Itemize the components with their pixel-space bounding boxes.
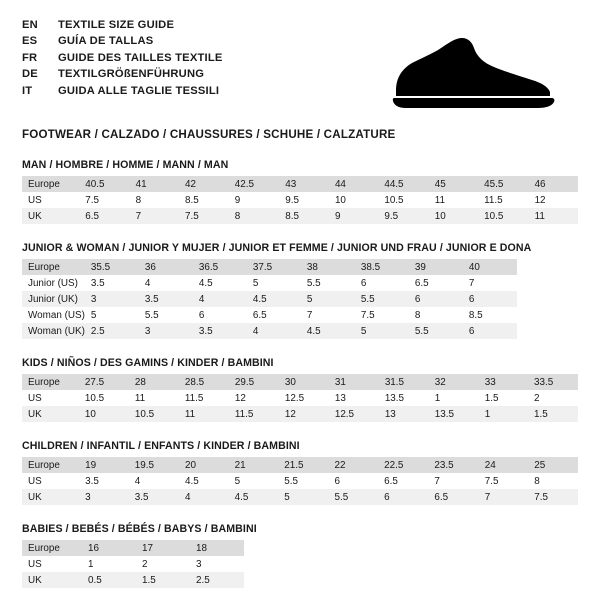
size-cell: 6.5	[378, 473, 428, 489]
size-cell: 5.5	[409, 323, 463, 339]
size-cell: 5	[301, 291, 355, 307]
row-label: Europe	[22, 176, 79, 192]
size-cell: 5.5	[329, 489, 379, 505]
size-cell: 12	[229, 390, 279, 406]
row-label: Junior (US)	[22, 275, 85, 291]
language-code: FR	[22, 51, 38, 64]
size-cell: 6	[463, 323, 517, 339]
size-cell: 46	[529, 176, 578, 192]
size-cell: 13	[379, 406, 429, 422]
size-tables-container	[22, 159, 578, 588]
size-cell: 40	[463, 259, 517, 275]
size-table	[22, 374, 578, 422]
language-row	[22, 67, 223, 82]
size-cell: 13	[329, 390, 379, 406]
table-row	[22, 473, 578, 489]
size-cell: 7.5	[355, 307, 409, 323]
language-title: TEXTILE SIZE GUIDE	[58, 19, 175, 31]
size-cell: 8	[229, 208, 279, 224]
size-cell: 6	[355, 275, 409, 291]
size-cell: 6.5	[428, 489, 478, 505]
size-cell: 6.5	[247, 307, 301, 323]
size-cell: 4.5	[301, 323, 355, 339]
size-cell: 28	[129, 374, 179, 390]
size-cell: 4.5	[193, 275, 247, 291]
size-cell: 1	[429, 390, 479, 406]
size-cell: 35.5	[85, 259, 139, 275]
size-cell: 7	[428, 473, 478, 489]
size-cell: 23.5	[428, 457, 478, 473]
size-cell: 8.5	[279, 208, 329, 224]
size-cell: 4.5	[179, 473, 229, 489]
size-cell: 5.5	[355, 291, 409, 307]
table-row	[22, 572, 244, 588]
table-row	[22, 540, 244, 556]
size-cell: 5.5	[278, 473, 328, 489]
language-title-list	[22, 16, 223, 99]
size-cell: 16	[82, 540, 136, 556]
size-cell: 3.5	[79, 473, 129, 489]
size-table	[22, 540, 244, 588]
size-cell: 31	[329, 374, 379, 390]
table-row	[22, 259, 517, 275]
size-cell: 38.5	[355, 259, 409, 275]
row-label: US	[22, 556, 82, 572]
size-cell: 3.5	[193, 323, 247, 339]
row-label: Woman (US)	[22, 307, 85, 323]
size-cell: 6.5	[79, 208, 129, 224]
language-title: GUIDA ALLE TAGLIE TESSILI	[58, 84, 220, 97]
size-cell: 5	[355, 323, 409, 339]
size-cell: 1.5	[136, 572, 190, 588]
size-cell: 5	[278, 489, 328, 505]
size-cell: 1.5	[479, 390, 528, 406]
size-cell: 4	[193, 291, 247, 307]
section-title: KIDS / NIÑOS / DES GAMINS / KINDER / BAMBINI	[22, 357, 274, 369]
size-cell: 11.5	[478, 192, 528, 208]
size-cell: 10.5	[129, 406, 179, 422]
language-code: DE	[22, 68, 38, 81]
size-section	[22, 523, 578, 588]
size-cell: 28.5	[179, 374, 229, 390]
size-cell: 6	[193, 307, 247, 323]
size-cell: 13.5	[429, 406, 479, 422]
size-cell: 1	[479, 406, 528, 422]
size-section	[22, 159, 578, 224]
size-cell: 9	[229, 192, 279, 208]
size-cell: 10	[79, 406, 129, 422]
size-cell: 8	[409, 307, 463, 323]
size-cell: 0.5	[82, 572, 136, 588]
size-cell: 12	[279, 406, 329, 422]
language-row	[22, 51, 223, 66]
size-cell: 9.5	[279, 192, 329, 208]
size-cell: 27.5	[79, 374, 129, 390]
table-row	[22, 374, 578, 390]
size-cell: 11.5	[179, 390, 229, 406]
size-cell: 44.5	[378, 176, 428, 192]
size-cell: 40.5	[79, 176, 129, 192]
size-cell: 5	[229, 473, 279, 489]
size-cell: 4.5	[247, 291, 301, 307]
size-cell: 8	[528, 473, 578, 489]
size-cell: 38	[301, 259, 355, 275]
size-cell: 45	[429, 176, 478, 192]
size-cell: 2.5	[85, 323, 139, 339]
size-cell: 2	[136, 556, 190, 572]
table-row	[22, 489, 578, 505]
table-row	[22, 406, 578, 422]
row-label: UK	[22, 489, 79, 505]
language-title: TEXTILGRÖßENFÜHRUNG	[58, 68, 205, 81]
size-cell: 41	[130, 176, 179, 192]
size-cell: 7.5	[79, 192, 129, 208]
size-cell: 10	[329, 192, 378, 208]
table-row	[22, 556, 244, 572]
row-label: Europe	[22, 457, 79, 473]
size-cell: 33	[479, 374, 528, 390]
size-cell: 1.5	[528, 406, 578, 422]
language-title: GUIDE DES TAILLES TEXTILE	[58, 51, 223, 64]
size-cell: 20	[179, 457, 229, 473]
table-row	[22, 323, 517, 339]
language-row	[22, 84, 223, 99]
language-row	[22, 34, 223, 49]
size-cell: 4	[247, 323, 301, 339]
size-cell: 6	[463, 291, 517, 307]
size-cell: 25	[528, 457, 578, 473]
language-code: EN	[22, 19, 38, 31]
table-row	[22, 192, 578, 208]
size-cell: 6	[329, 473, 379, 489]
size-cell: 7	[130, 208, 179, 224]
size-cell: 4	[139, 275, 193, 291]
row-label: US	[22, 390, 79, 406]
row-label: US	[22, 192, 79, 208]
size-cell: 39	[409, 259, 463, 275]
size-cell: 32	[429, 374, 479, 390]
size-cell: 10	[429, 208, 478, 224]
language-title: GUÍA DE TALLAS	[58, 35, 154, 48]
size-cell: 6	[409, 291, 463, 307]
table-row	[22, 307, 517, 323]
size-section	[22, 440, 578, 505]
size-cell: 3	[85, 291, 139, 307]
size-cell: 24	[479, 457, 529, 473]
size-cell: 9.5	[378, 208, 428, 224]
size-cell: 42.5	[229, 176, 279, 192]
size-cell: 10.5	[79, 390, 129, 406]
table-row	[22, 291, 517, 307]
section-title: BABIES / BEBÉS / BÉBÉS / BABYS / BAMBINI	[22, 523, 257, 535]
size-cell: 8	[130, 192, 179, 208]
language-code: IT	[22, 84, 33, 97]
row-label: UK	[22, 208, 79, 224]
row-label: Europe	[22, 540, 82, 556]
size-cell: 21.5	[278, 457, 328, 473]
size-cell: 5.5	[139, 307, 193, 323]
size-cell: 8.5	[179, 192, 229, 208]
size-cell: 42	[179, 176, 229, 192]
size-section	[22, 242, 578, 339]
row-label: US	[22, 473, 79, 489]
size-cell: 6.5	[409, 275, 463, 291]
size-cell: 30	[279, 374, 329, 390]
row-label: Junior (UK)	[22, 291, 85, 307]
size-cell: 3	[79, 489, 129, 505]
size-cell: 7.5	[479, 473, 529, 489]
table-row	[22, 275, 517, 291]
size-cell: 44	[329, 176, 378, 192]
size-cell: 4.5	[229, 489, 279, 505]
size-cell: 4	[129, 473, 179, 489]
size-cell: 11	[179, 406, 229, 422]
size-cell: 33.5	[528, 374, 578, 390]
document-header	[22, 16, 578, 114]
size-cell: 29.5	[229, 374, 279, 390]
size-cell: 2	[528, 390, 578, 406]
size-cell: 10.5	[478, 208, 528, 224]
size-table	[22, 457, 578, 505]
section-title: JUNIOR & WOMAN / JUNIOR Y MUJER / JUNIOR ET FEMME / JUNIOR UND FRAU / JUNIOR E DONA	[22, 242, 532, 254]
dress-shoe-icon	[380, 32, 560, 114]
section-title: MAN / HOMBRE / HOMME / MANN / MAN	[22, 159, 229, 171]
size-cell: 2.5	[190, 572, 244, 588]
size-cell: 18	[190, 540, 244, 556]
row-label: Woman (UK)	[22, 323, 85, 339]
size-cell: 12.5	[279, 390, 329, 406]
row-label: UK	[22, 572, 82, 588]
size-cell: 11	[529, 208, 578, 224]
size-cell: 19.5	[129, 457, 179, 473]
size-cell: 1	[82, 556, 136, 572]
size-cell: 4	[179, 489, 229, 505]
language-row	[22, 18, 223, 33]
size-cell: 22.5	[378, 457, 428, 473]
size-cell: 3.5	[139, 291, 193, 307]
size-section	[22, 357, 578, 422]
size-cell: 7	[479, 489, 529, 505]
size-cell: 9	[329, 208, 378, 224]
language-code: ES	[22, 35, 38, 48]
size-cell: 36.5	[193, 259, 247, 275]
size-cell: 12	[529, 192, 578, 208]
size-cell: 7	[463, 275, 517, 291]
size-cell: 37.5	[247, 259, 301, 275]
size-cell: 11.5	[229, 406, 279, 422]
size-cell: 3	[139, 323, 193, 339]
size-cell: 6	[378, 489, 428, 505]
row-label: Europe	[22, 259, 85, 275]
size-cell: 45.5	[478, 176, 528, 192]
row-label: Europe	[22, 374, 79, 390]
section-title: CHILDREN / INFANTIL / ENFANTS / KINDER / BAMBINI	[22, 440, 300, 452]
size-cell: 5	[247, 275, 301, 291]
size-table	[22, 176, 578, 224]
size-cell: 31.5	[379, 374, 429, 390]
size-cell: 13.5	[379, 390, 429, 406]
size-cell: 22	[329, 457, 379, 473]
size-cell: 21	[229, 457, 279, 473]
size-cell: 17	[136, 540, 190, 556]
size-cell: 7	[301, 307, 355, 323]
size-cell: 19	[79, 457, 129, 473]
table-row	[22, 457, 578, 473]
size-cell: 36	[139, 259, 193, 275]
size-table	[22, 259, 517, 339]
table-row	[22, 208, 578, 224]
size-cell: 12.5	[329, 406, 379, 422]
size-cell: 7.5	[528, 489, 578, 505]
size-cell: 7.5	[179, 208, 229, 224]
size-cell: 43	[279, 176, 329, 192]
size-cell: 3	[190, 556, 244, 572]
size-cell: 3.5	[85, 275, 139, 291]
table-row	[22, 176, 578, 192]
table-row	[22, 390, 578, 406]
category-heading: FOOTWEAR / CALZADO / CHAUSSURES / SCHUHE / CALZATURE	[22, 128, 396, 141]
size-cell: 10.5	[378, 192, 428, 208]
size-cell: 3.5	[129, 489, 179, 505]
size-cell: 11	[429, 192, 478, 208]
size-cell: 8.5	[463, 307, 517, 323]
size-cell: 5.5	[301, 275, 355, 291]
size-cell: 11	[129, 390, 179, 406]
size-cell: 5	[85, 307, 139, 323]
row-label: UK	[22, 406, 79, 422]
